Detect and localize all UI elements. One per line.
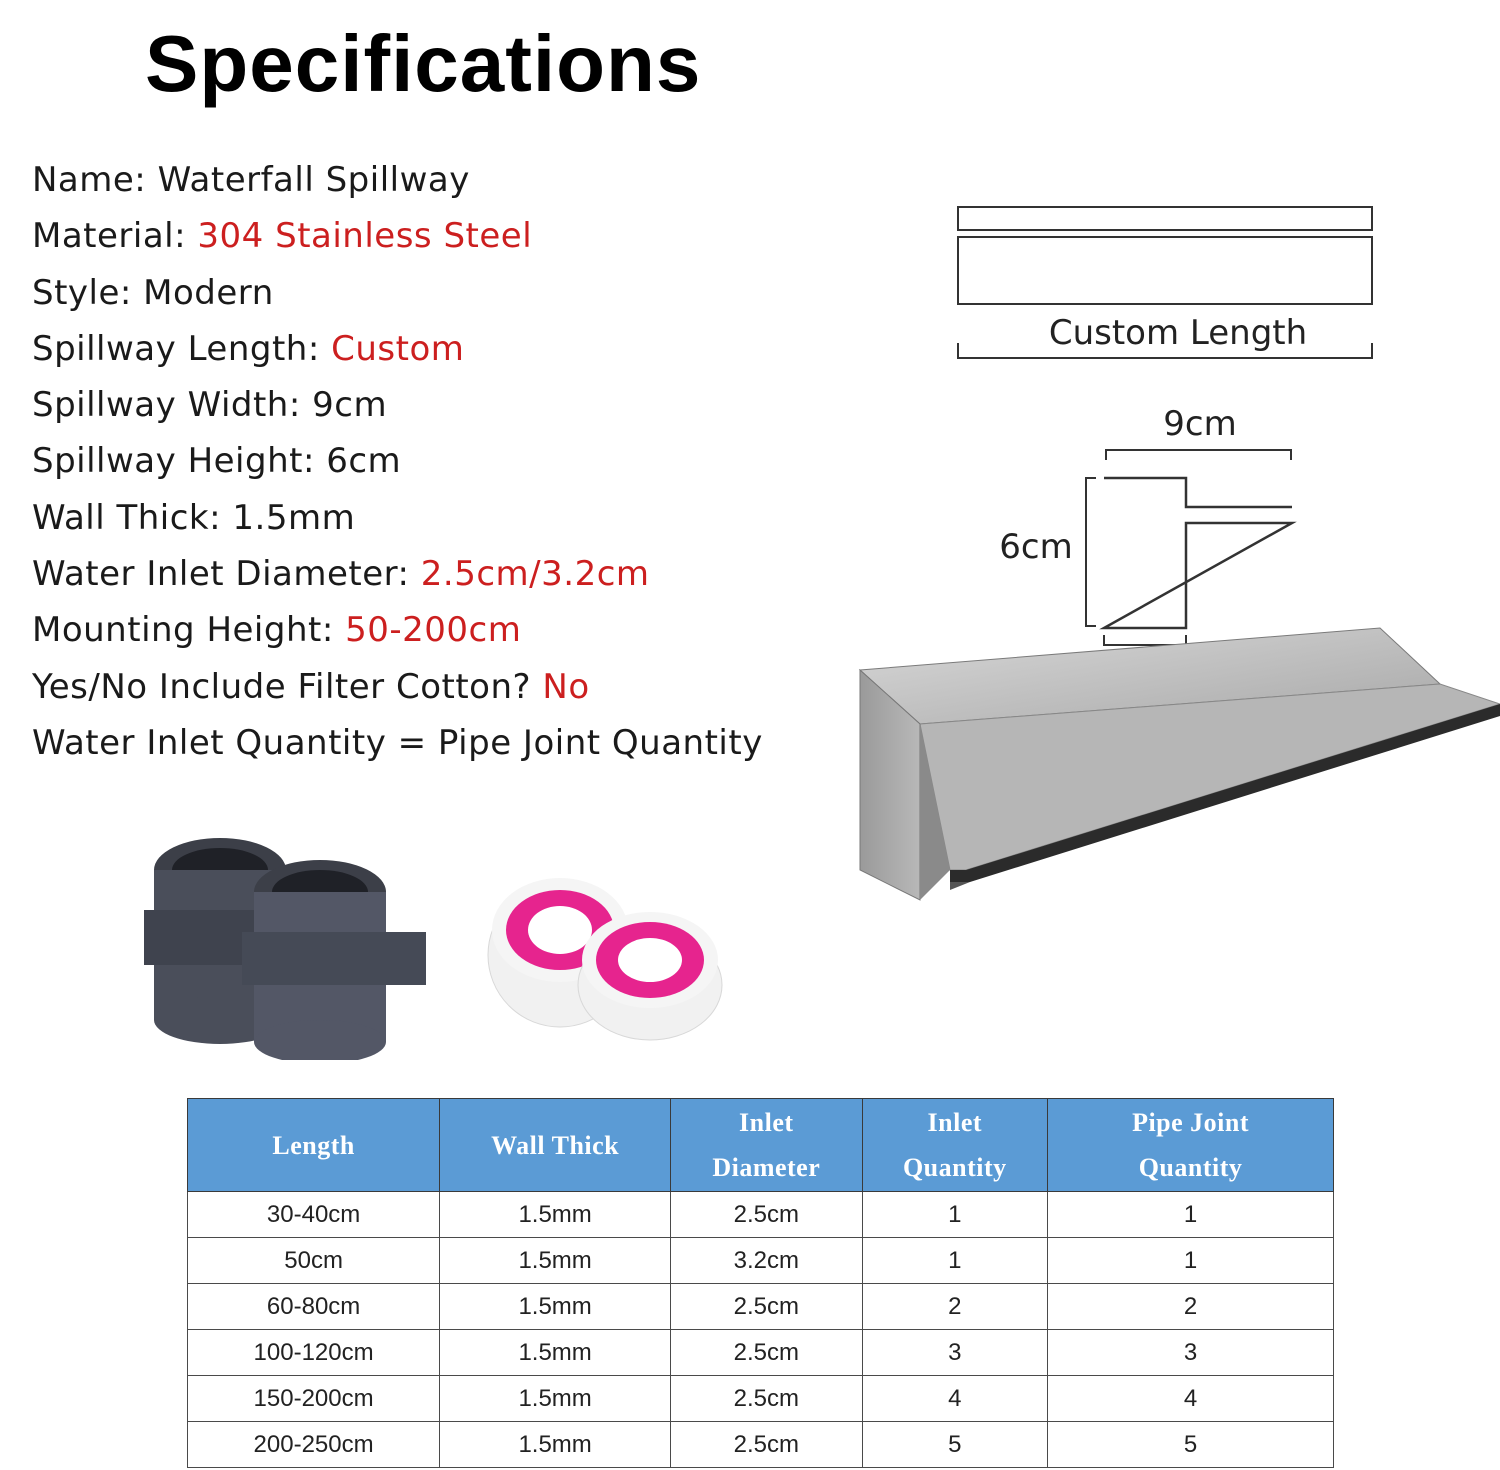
spec-label: Water Inlet Diameter:	[32, 554, 410, 595]
table-cell: 1	[1048, 1192, 1334, 1238]
table-cell: 1.5mm	[440, 1422, 671, 1468]
spec-value: 6cm	[326, 441, 402, 482]
teflon-tape-image	[480, 860, 760, 1050]
table-cell: 4	[862, 1376, 1048, 1422]
table-cell: 5	[862, 1422, 1048, 1468]
spillway-lip-outline	[958, 207, 1372, 230]
table-header-cell	[1048, 1099, 1334, 1192]
table-cell: 2.5cm	[671, 1330, 862, 1376]
header-text: Inlet	[739, 1108, 794, 1137]
width-dimension-line	[1106, 450, 1291, 460]
table-cell: 100-120cm	[188, 1330, 440, 1376]
spec-label: Mounting Height:	[32, 610, 334, 651]
spec-value: Waterfall Spillway	[157, 160, 470, 200]
header-text: Quantity	[902, 1153, 1007, 1182]
table-cell: 1.5mm	[440, 1238, 671, 1284]
header-text: Quantity	[1138, 1153, 1243, 1182]
spec-value: 9cm	[312, 385, 388, 426]
cross-section-profile	[1104, 478, 1292, 628]
table-cell: 1	[862, 1238, 1048, 1284]
spillway-product-image	[850, 620, 1500, 1040]
header-text: Wall Thick	[491, 1130, 620, 1160]
header-text: Inlet	[927, 1108, 983, 1137]
table-row	[188, 1192, 1334, 1238]
table-row	[188, 1376, 1334, 1422]
table-cell: 2	[1048, 1284, 1334, 1330]
table-row	[188, 1422, 1334, 1468]
table-cell: 1.5mm	[440, 1330, 671, 1376]
spec-value: Custom	[331, 328, 465, 369]
height-label: 6cm	[999, 527, 1073, 567]
table-header-row	[188, 1099, 1334, 1192]
table-cell: 1.5mm	[440, 1284, 671, 1330]
table-row	[188, 1330, 1334, 1376]
spec-label: Yes/No Include Filter Cotton?	[32, 666, 532, 707]
header-text: Diameter	[712, 1153, 821, 1182]
table-cell: 2.5cm	[671, 1192, 862, 1238]
spec-value: 304 Stainless Steel	[197, 216, 533, 257]
table-cell: 3	[862, 1330, 1048, 1376]
spec-label: Name:	[32, 160, 147, 200]
width-label: 9cm	[1163, 404, 1237, 444]
spillway-body-outline	[958, 237, 1372, 304]
table-header-cell	[671, 1099, 862, 1192]
spec-value: 2.5cm/3.2cm	[420, 554, 650, 595]
table-cell: 1.5mm	[440, 1192, 671, 1238]
spec-value: Modern	[143, 272, 274, 313]
table-cell: 2.5cm	[671, 1422, 862, 1468]
table-row	[188, 1238, 1334, 1284]
table-header-cell	[188, 1099, 440, 1192]
table-cell: 5	[1048, 1422, 1334, 1468]
length-label: Custom Length	[1048, 313, 1308, 353]
spec-value: 1.5mm	[232, 497, 356, 538]
spec-label: Spillway Width:	[32, 385, 301, 426]
table-cell: 3	[1048, 1330, 1334, 1376]
spec-table	[187, 1098, 1334, 1468]
table-cell: 200-250cm	[188, 1422, 440, 1468]
height-dimension-line	[1086, 478, 1096, 626]
spec-value: 50-200cm	[345, 610, 522, 651]
spec-label: Wall Thick:	[32, 497, 222, 538]
spec-label: Style:	[32, 272, 132, 313]
page-title: Specifications	[145, 19, 702, 108]
table-row	[188, 1284, 1334, 1330]
table-cell: 1	[1048, 1238, 1334, 1284]
spec-label: Spillway Height:	[32, 441, 315, 482]
table-cell: 30-40cm	[188, 1192, 440, 1238]
table-cell: 150-200cm	[188, 1376, 440, 1422]
pipe-joints-image	[140, 830, 440, 1060]
table-cell: 60-80cm	[188, 1284, 440, 1330]
table-cell: 3.2cm	[671, 1238, 862, 1284]
table-cell: 2	[862, 1284, 1048, 1330]
header-text: Pipe Joint	[1132, 1108, 1250, 1137]
table-cell: 1.5mm	[440, 1376, 671, 1422]
table-cell: 2.5cm	[671, 1284, 862, 1330]
spec-label: Material:	[32, 216, 187, 257]
header-text: Length	[272, 1130, 355, 1160]
spec-label: Water Inlet Quantity = Pipe Joint Quantity	[32, 722, 763, 763]
table-header-cell	[440, 1099, 671, 1192]
spec-label: Spillway Length:	[32, 328, 320, 369]
table-cell: 1	[862, 1192, 1048, 1238]
spec-value: No	[542, 666, 590, 707]
table-cell: 4	[1048, 1376, 1334, 1422]
table-cell: 2.5cm	[671, 1376, 862, 1422]
table-header-cell	[862, 1099, 1048, 1192]
table-cell: 50cm	[188, 1238, 440, 1284]
